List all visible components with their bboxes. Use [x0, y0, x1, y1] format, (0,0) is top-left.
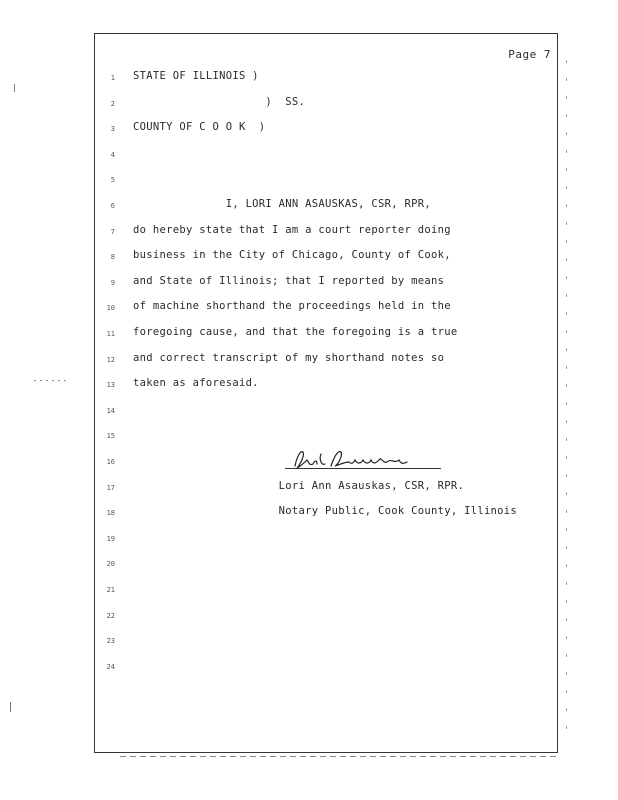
line-number: 7: [110, 227, 115, 236]
scan-noise-right: [566, 60, 567, 740]
transcript-line: COUNTY OF C O O K ): [133, 121, 266, 134]
scan-mark: [34, 380, 70, 381]
line-number: 3: [110, 125, 115, 134]
line-number: 13: [106, 381, 115, 390]
line-number: 19: [106, 534, 115, 543]
line-number: 18: [106, 509, 115, 518]
transcript-line: ) SS.: [133, 95, 306, 108]
line-number: 16: [106, 458, 115, 466]
line-number: 5: [110, 176, 115, 185]
line-number: 9: [110, 278, 115, 287]
transcript-line: foregoing cause, and that the foregoing is a true: [133, 326, 458, 338]
line-number: 20: [106, 560, 115, 569]
line-number: 4: [110, 150, 115, 159]
line-number: 12: [106, 355, 115, 364]
line-number: 15: [106, 432, 115, 441]
transcript-line: I, LORI ANN ASAUSKAS, CSR, RPR,: [133, 198, 431, 210]
line-number: 11: [106, 330, 115, 338]
page-number: Page 7: [508, 48, 551, 61]
line-number: 10: [106, 304, 115, 313]
transcript-line: Notary Public, Cook County, Illinois: [133, 505, 518, 518]
transcript-line: and correct transcript of my shorthand notes so: [133, 351, 445, 364]
line-number: 22: [106, 611, 115, 620]
scan-mark: [14, 84, 15, 92]
line-number: 6: [110, 202, 115, 210]
transcript-line: of machine shorthand the proceedings held in the: [133, 300, 451, 313]
transcript-page: [94, 33, 558, 753]
transcript-line: taken as aforesaid.: [133, 377, 259, 390]
line-number: 23: [106, 637, 115, 646]
transcript-line: STATE OF ILLINOIS ): [133, 70, 259, 82]
transcript-line: and State of Illinois; that I reported by means: [133, 274, 445, 287]
signature-line: [285, 468, 441, 469]
line-number: 2: [110, 99, 115, 108]
transcript-line: do hereby state that I am a court reporter doing: [133, 223, 451, 236]
line-number: 14: [106, 406, 115, 415]
transcript-line: business in the City of Chicago, County of Cook,: [133, 249, 451, 262]
line-number: 17: [106, 483, 115, 492]
signature: [291, 448, 439, 470]
line-number: 24: [106, 662, 115, 671]
scan-noise-bottom: [120, 756, 560, 757]
transcript-line: Lori Ann Asauskas, CSR, RPR.: [133, 479, 465, 492]
scan-mark: [10, 702, 11, 712]
line-number: 21: [106, 586, 115, 594]
line-number: 1: [110, 74, 115, 82]
line-number: 8: [110, 253, 115, 262]
